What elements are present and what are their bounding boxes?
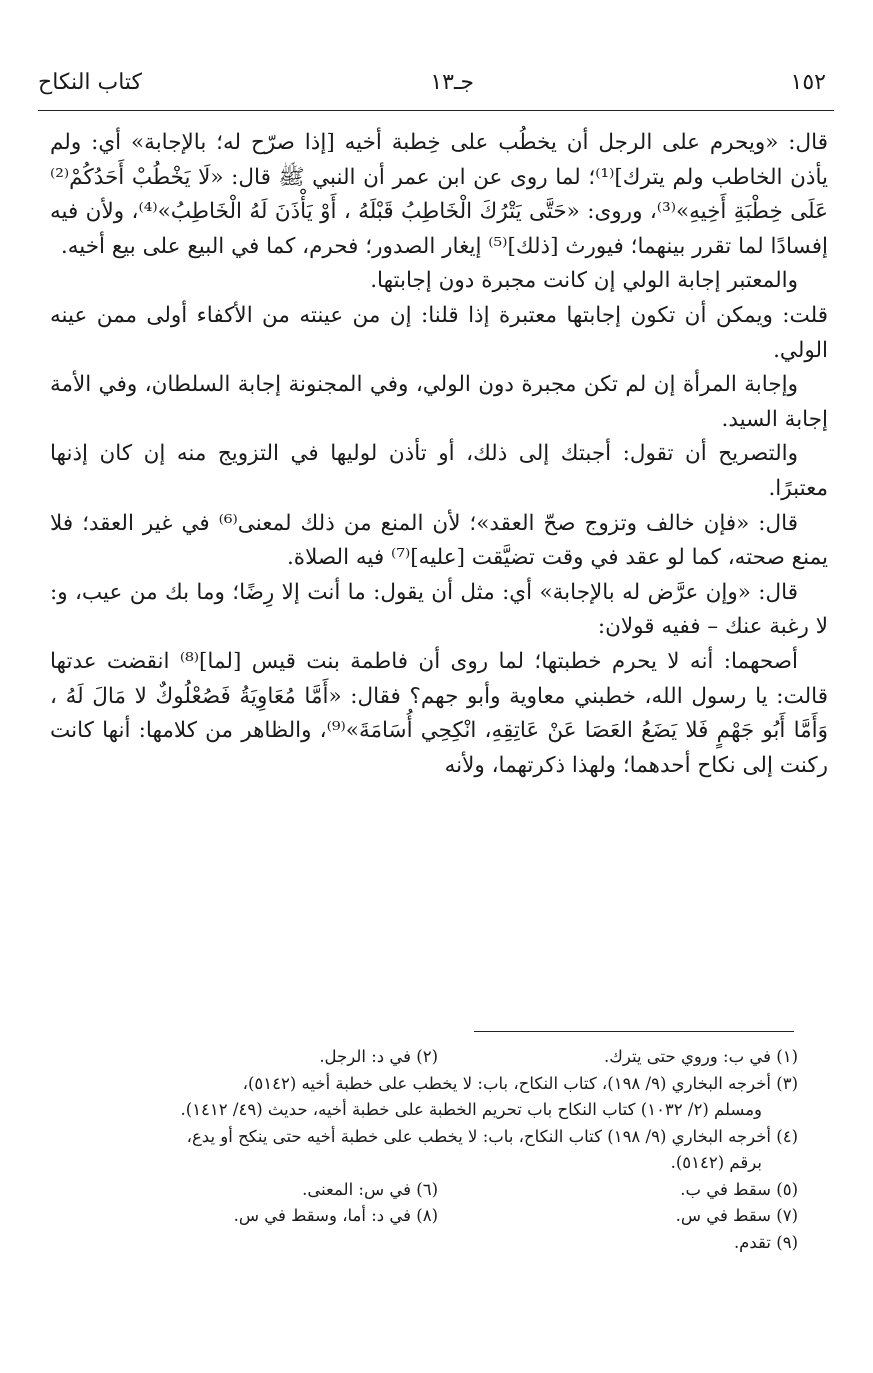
- paragraph: أصحهما: أنه لا يحرم خطبتها؛ لما روى أن فاطمة بنت قيس [لما]⁽⁸⁾ انقضت عدتها قالت: يا رسول الله، خطبني معاوية وأبو جهم؟ فقال: «أَمَّا مُعَاوِيَةُ فَصُعْلُوكٌ لا مَالَ لَهُ ، وَأَمَّا أَبُو جَهْمٍ فَلا يَضَعُ العَصَا عَنْ عَاتِقِهِ، انْكِحِي أُسَامَةَ»⁽⁹⁾، والظاهر من كلامها: أنها كانت ركنت إلى نكاح أحدهما؛ ولهذا ذكرتهما، ولأنه: [50, 648, 828, 778]
- header-divider: [38, 110, 834, 111]
- paragraph: وإجابة المرأة إن لم تكن مجبرة دون الولي، وفي المجنونة إجابة السلطان، وفي الأمة إجابة السيد.: [50, 372, 828, 432]
- footnote-9: (٩) تقدم.: [733, 1232, 798, 1252]
- footnote-6: (٦) في س: المعنى.: [302, 1179, 438, 1199]
- footnote-3-continued: ومسلم (٢/ ١٠٣٢) كتاب النكاح باب تحريم الخطبة على خطبة أخيه، حديث (٤٩/ ١٤١٢).: [180, 1100, 762, 1119]
- footnote-7: (٧) سقط في س.: [675, 1206, 798, 1225]
- footnote-8: (٨) في د: أما، وسقط في س.: [233, 1206, 438, 1225]
- paragraph: قال: «وإن عرَّض له بالإجابة» أي: مثل أن يقول: ما أنت إلا رِضًا؛ وما بك من عيب، و: لا رغبة عنك – ففيه قولان:: [50, 579, 828, 640]
- running-header: [38, 68, 834, 108]
- paragraph: والمعتبر إجابة الولي إن كانت مجبرة دون إجابتها.: [370, 268, 798, 294]
- footnote-5: (٥) سقط في ب.: [680, 1179, 798, 1199]
- footnote-1: (١) في ب: وروي حتى يترك.: [604, 1047, 798, 1066]
- paragraph: والتصريح أن تقول: أجبتك إلى ذلك، أو تأذن لوليها في التزويج منه إن كان إذنها معتبرًا.: [50, 441, 828, 501]
- book-title: كتاب النكاح: [38, 70, 143, 95]
- paragraph: قال: «فإن خالف وتزوج صحّ العقد»؛ لأن المنع من ذلك لمعنى⁽⁶⁾ في غير العقد؛ فلا يمنع صحته، كما لو عقد في وقت تضيَّقت [عليه]⁽⁷⁾ فيه الصلاة.: [50, 510, 828, 571]
- page-number: ١٥٢: [790, 70, 826, 95]
- paragraph: قال: «ويحرم على الرجل أن يخطُب على خِطبة أخيه [إذا صرّح له؛ بالإجابة» أي: ولم يأذن الخاطب ولم يترك]⁽¹⁾؛ لما روى عن ابن عمر أن النبي ﷺ قال: «لَا يَخْطُبْ أَحَدُكُمْ⁽²⁾ عَلَى خِطْبَةِ أَخِيهِ»⁽³⁾، وروى: «حَتَّى يَتْرُكَ الْخَاطِبُ قَبْلَهُ ، أَوْ يَأْذَنَ لَهُ الْخَاطِبُ»⁽⁴⁾، ولأن فيه إفسادًا لما تقرر بينهما؛ فيورث [ذلك]⁽⁵⁾ إيغار الصدور؛ فحرم، كما في البيع على بيع أخيه.: [50, 130, 829, 259]
- footnote-divider: [474, 1031, 794, 1032]
- paragraph: قلت: ويمكن أن تكون إجابتها معتبرة إذا قلنا: إن من عينته من الأكفاء أولى ممن عينه الولي.: [50, 302, 828, 363]
- volume-label: جـ١٣: [430, 70, 474, 95]
- footnote-3: (٣) أخرجه البخاري (٩/ ١٩٨)، كتاب النكاح، باب: لا يخطب على خطبة أخيه (٥١٤٢)،: [242, 1073, 798, 1093]
- footnotes: [48, 1044, 798, 1256]
- footnote-4: (٤) أخرجه البخاري (٩/ ١٩٨) كتاب النكاح، باب: لا يخطب على خطبة أخيه حتى ينكح أو يدع،: [186, 1126, 798, 1146]
- footnote-4-continued: برقم (٥١٤٢).: [670, 1153, 762, 1172]
- footnote-2: (٢) في د: الرجل.: [319, 1047, 438, 1066]
- main-text: [50, 126, 828, 783]
